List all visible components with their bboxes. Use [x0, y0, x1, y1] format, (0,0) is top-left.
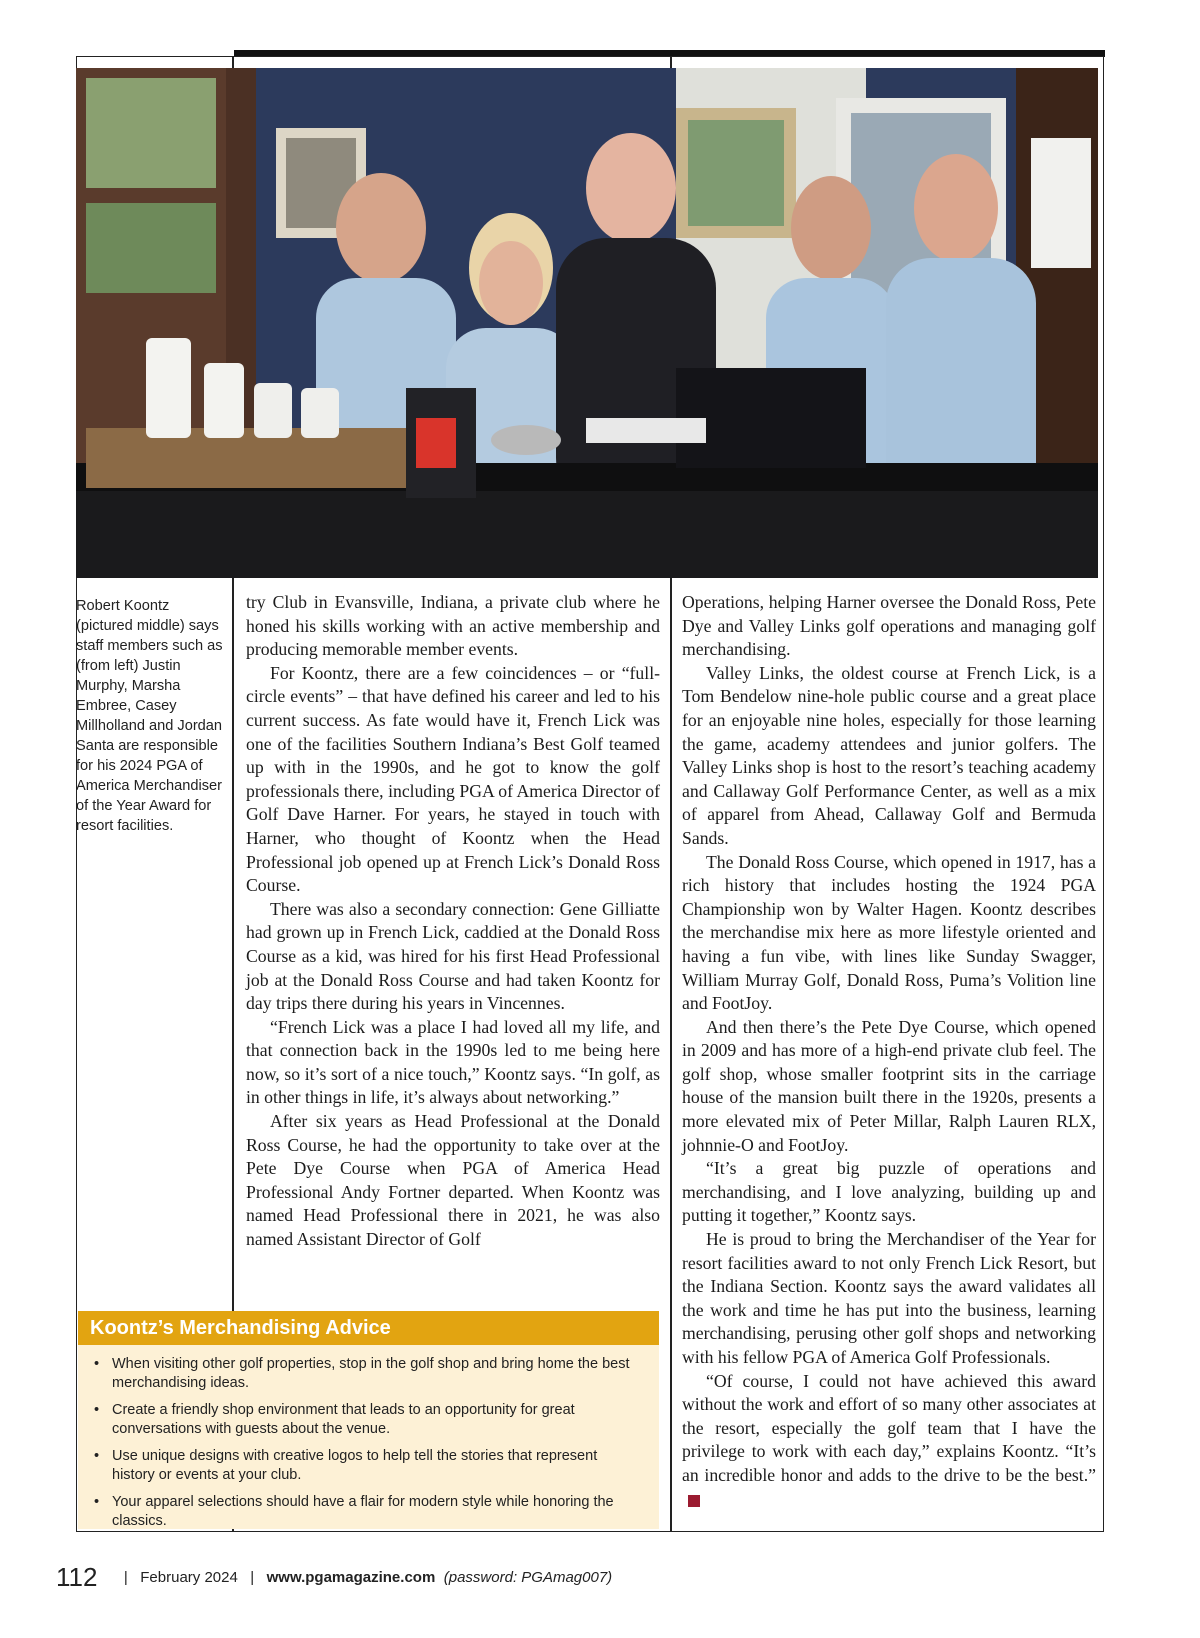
- paragraph: After six years as Head Professional at the Donald Ross Course, he had the opportunity to take over at the Pete Dye Course when PGA of America Head Professional Andy Fortner departed. When Koontz was named Head Professional there in 2021, he was also named Assistant Director of Golf: [246, 1111, 660, 1250]
- list-item: • When visiting other golf properties, stop in the golf shop and bring home the best merchandising ideas.: [112, 1355, 632, 1393]
- column-divider-left: [232, 578, 234, 1311]
- list-item: • Use unique designs with creative logos to help tell the stories that represent history or events at your club.: [112, 1447, 632, 1485]
- paragraph: Operations, helping Harner oversee the Donald Ross, Pete Dye and Valley Links golf operations and managing golf merchandising.: [682, 592, 1096, 660]
- paragraph: And then there’s the Pete Dye Course, which opened in 2009 and has more of a high-end private club feel. The golf shop, whose smaller footprint sits in the carriage house of the mansion built there in the 1920s, presents a more elevated mix of Peter Millar, Ralph Lauren RLX, johnnie-O and FootJoy.: [682, 1016, 1096, 1155]
- paragraph-last: [682, 1370, 1096, 1512]
- photo-illustration: [76, 68, 1098, 578]
- paragraph: The Donald Ross Course, which opened in 1917, has a rich history that includes hosting the 1924 PGA Championship won by Walter Hagen. Koontz describes the merchandise mix here as more lifestyle oriented and having a fun vibe, with lines like Sunday Swagger, William Murray Golf, Donald Ross, Puma’s Volition line and FootJoy.: [682, 851, 1096, 1014]
- article-column-middle: [246, 591, 660, 1252]
- footer-separator: |: [250, 1569, 255, 1586]
- page-footer: [56, 1562, 612, 1593]
- advice-list: [78, 1355, 659, 1531]
- article-column-right: [682, 591, 1096, 1511]
- issue-date: February 2024: [140, 1569, 238, 1586]
- paragraph-text: “Of course, I could not have achieved this award without the work and effort of so many other associates at the resort, especially the golf team that I have the privilege to work with each day,” explains Koontz. “It’s an incredible honor and adds to the drive to be the best.”: [682, 1370, 1096, 1485]
- page-number: 112: [56, 1562, 98, 1592]
- password-note: (password: PGAmag007): [443, 1569, 613, 1586]
- list-item: • Your apparel selections should have a flair for modern style while honoring the classics.: [112, 1493, 632, 1531]
- column-divider-top-left: [232, 56, 234, 68]
- paragraph: Valley Links, the oldest course at French Lick, is a Tom Bendelow nine-hole public course and a great place for an enjoyable nine holes, especially for those learning the game, academy attendees and junior golfers. The Valley Links shop is host to the resort’s teaching academy and Callaway Golf Performance Center, as well as a mix of apparel from Ahead, Callaway Golf and Bermuda Sands.: [682, 662, 1096, 848]
- staff-group-photo: [76, 68, 1098, 578]
- paragraph: For Koontz, there are a few coincidences – or “full-circle events” – that have defined his career and led to his current success. As fate would have it, French Lick was one of the facilities Southern Indiana’s Best Golf teamed up with in the 1990s, and he got to know the golf professionals there, including PGA of America Director of Golf Dave Harner. For years, he stayed in touch with Harner, who thought of Koontz when the Head Professional job opened up at French Lick’s Donald Ross Course.: [246, 662, 660, 896]
- merchandising-advice-box: [78, 1311, 659, 1529]
- photo-caption: Robert Koontz (pictured middle) says staff members such as (from left) Justin Murphy, Marsha Embree, Casey Millholland and Jordan Santa are responsible for his 2024 PGA of America Merchandiser of the Year Award for resort facilities.: [76, 598, 223, 834]
- paragraph: “French Lick was a place I had loved all my life, and that connection back in the 1990s led to me being here now, so it’s sort of a nice touch,” Koontz says. “In golf, as in other things in life, it’s always about networking.”: [246, 1016, 660, 1108]
- paragraph: There was also a secondary connection: Gene Gilliatte had grown up in French Lick, caddied at the Donald Ross Course as a kid, was hired for his first Head Professional job at the Donald Ross Course and had taken Koontz for day trips there during his years in Vincennes.: [246, 898, 660, 1014]
- footer-separator: |: [123, 1569, 128, 1586]
- paragraph: He is proud to bring the Merchandiser of the Year for resort facilities award to not only French Lick Resort, but the Indiana Section. Koontz says the award validates all the work and time he has put into the business, learning merchandising, perusing other golf shops and networking with his fellow PGA of America Golf Professionals.: [682, 1229, 1096, 1367]
- paragraph: try Club in Evansville, Indiana, a private club where he honed his skills working with an active membership and producing memorable member events.: [246, 592, 660, 660]
- website-link[interactable]: www.pgamagazine.com: [266, 1569, 436, 1586]
- paragraph: “It’s a great big puzzle of operations and merchandising, and I love analyzing, building up and putting it together,” Koontz says.: [682, 1158, 1096, 1226]
- sidebar-title: Koontz’s Merchandising Advice: [78, 1311, 659, 1345]
- end-mark-icon: [688, 1495, 700, 1507]
- list-item: • Create a friendly shop environment that leads to an opportunity for great conversations with guests about the venue.: [112, 1401, 632, 1439]
